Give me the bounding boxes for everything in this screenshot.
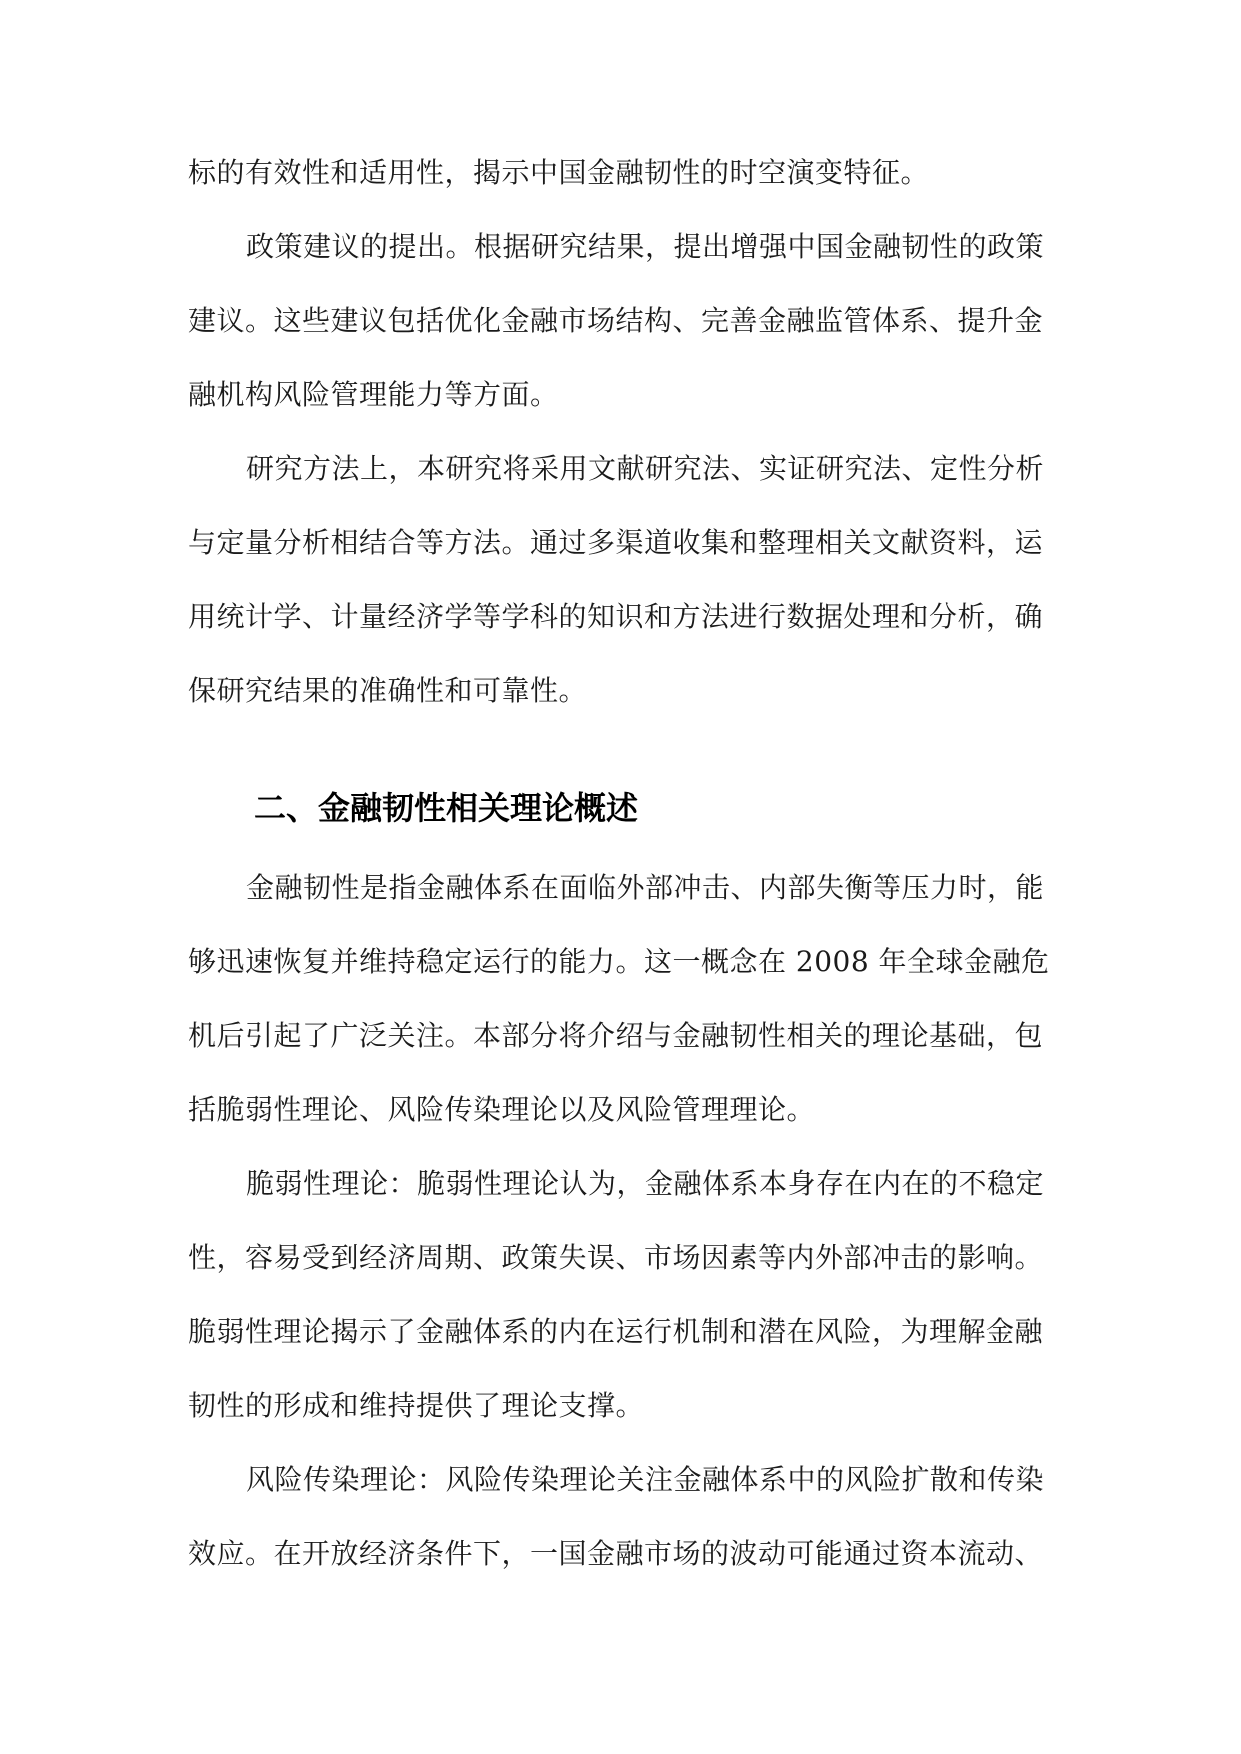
paragraph-line: 括脆弱性理论、风险传染理论以及风险管理理论。: [188, 1093, 816, 1126]
paragraph-line: 金融韧性是指金融体系在面临外部冲击、内部失衡等压力时，能: [246, 871, 1045, 904]
paragraph-line: 脆弱性理论揭示了金融体系的内在运行机制和潜在风险，为理解金融: [188, 1315, 1044, 1348]
paragraph-line: 与定量分析相结合等方法。通过多渠道收集和整理相关文献资料，运: [188, 526, 1044, 559]
paragraph-line: 够迅速恢复并维持稳定运行的能力。这一概念在 2008 年全球金融危: [188, 945, 1050, 978]
paragraph-line: 融机构风险管理能力等方面。: [188, 378, 559, 411]
paragraph-line: 机后引起了广泛关注。本部分将介绍与金融韧性相关的理论基础，包: [188, 1019, 1044, 1052]
paragraph-line: 韧性的形成和维持提供了理论支撑。: [188, 1389, 645, 1422]
paragraph-line: 政策建议的提出。根据研究结果，提出增强中国金融韧性的政策: [246, 230, 1045, 263]
section-heading: 二、金融韧性相关理论概述: [254, 789, 639, 827]
paragraph-line: 保研究结果的准确性和可靠性。: [188, 674, 588, 707]
paragraph-line: 风险传染理论：风险传染理论关注金融体系中的风险扩散和传染: [246, 1463, 1045, 1496]
paragraph-line: 效应。在开放经济条件下，一国金融市场的波动可能通过资本流动、: [188, 1537, 1044, 1570]
paragraph-line: 建议。这些建议包括优化金融市场结构、完善金融监管体系、提升金: [188, 304, 1044, 337]
paragraph-line: 性，容易受到经济周期、政策失误、市场因素等内外部冲击的影响。: [188, 1241, 1044, 1274]
paragraph-line: 标的有效性和适用性，揭示中国金融韧性的时空演变特征。: [188, 156, 930, 189]
paragraph-line: 研究方法上，本研究将采用文献研究法、实证研究法、定性分析: [246, 452, 1045, 485]
paragraph-line: 脆弱性理论：脆弱性理论认为，金融体系本身存在内在的不稳定: [246, 1167, 1045, 1200]
paragraph-line: 用统计学、计量经济学等学科的知识和方法进行数据处理和分析，确: [188, 600, 1044, 633]
